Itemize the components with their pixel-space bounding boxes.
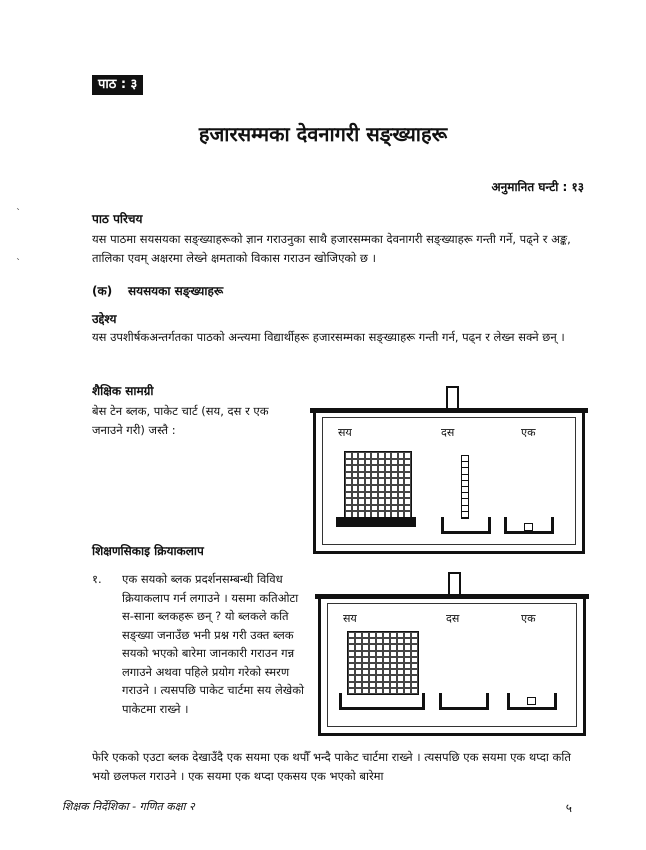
follow-text: फेरि एकको एउटा ब्लक देखाउँदै एक सयमा एक थपौँ भन्दै पाकेट चार्टमा राख्ने । त्यसपछि एक सयमा एक थप्दा कति भयो छलफल गराउने । एक सयमा एक थप्दा एकसय एक भएको बारेमा <box>92 750 571 783</box>
pocket-tens <box>439 693 489 710</box>
label-tens: दस <box>441 426 455 439</box>
item-number: १. <box>92 572 102 586</box>
pocket-ones <box>504 517 554 534</box>
label-hundreds: सय <box>343 612 357 625</box>
intro-text: यस पाठमा सयसयका सङ्ख्याहरूको ज्ञान गराउनुका साथै हजारसम्मका देवनागरी सङ्ख्याहरू गन्ती गर्ने, पढ्ने र अङ्क, तालिका एवम् अक्षरमा लेख्ने क्षमताको विकास गराउन खोजिएको छ । <box>92 232 571 265</box>
pocket-tens <box>441 517 491 534</box>
label-tens: दस <box>446 612 460 625</box>
item-text: एक सयको ब्लक प्रदर्शनसम्बन्धी विविध क्रियाकलाप गर्न लगाउने । यसमा कतिओटा स-साना ब्लकहरू छन् ? यो ब्लकले कति सङ्ख्या जनाउँछ भनी प्रश्न गरी उक्त ब्लक सयको भएको बारेमा जानकारी गराउन गन्न लगाउने अथवा पहिले प्रयोग गरेको स्मरण गराउने । त्यसपछि पाकेट चार्टमा सय लेखेको पाकेटमा राख्ने । <box>122 572 305 716</box>
pocket-hundreds <box>336 517 416 527</box>
section-title: सयसयका सङ्ख्याहरू <box>128 284 224 298</box>
pocket-chart <box>318 594 586 736</box>
section-marker: (क) <box>92 284 113 298</box>
page-number: ५ <box>565 801 572 815</box>
materials-heading: शैक्षिक सामग्री <box>92 384 154 398</box>
objective-text: यस उपशीर्षकअन्तर्गतका पाठको अन्त्यमा विद्यार्थीहरू हजारसम्मका सङ्ख्याहरू गन्ती गर्न, पढ्न र लेख्न सक्ने छन् । <box>92 330 565 344</box>
page-title: हजारसम्मका देवनागरी सङ्ख्याहरू <box>198 122 448 146</box>
footer-text: शिक्षक निर्देशिका - गणित कक्षा २ <box>62 800 195 813</box>
hundred-block <box>344 451 412 519</box>
materials-text: बेस टेन ब्लक, पाकेट चार्ट (सय, दस र एक जनाउने गरी) जस्तै : <box>92 404 269 437</box>
estimated-hours: अनुमानित घन्टी : १३ <box>491 180 584 194</box>
intro-heading: पाठ परिचय <box>92 212 143 226</box>
objective-heading: उद्देश्य <box>92 312 117 326</box>
margin-mark: ˋ <box>16 258 21 269</box>
label-hundreds: सय <box>338 426 352 439</box>
pocket-chart <box>313 408 585 554</box>
lesson-tag: पाठ : ३ <box>92 75 143 95</box>
label-ones: एक <box>521 426 536 439</box>
pocket-hundreds <box>339 693 425 710</box>
margin-mark: ˋ <box>16 208 21 219</box>
pocket-ones <box>507 693 557 710</box>
activities-heading: शिक्षणसिकाइ क्रियाकलाप <box>92 544 204 558</box>
hundred-block <box>347 631 419 695</box>
ten-rod <box>461 455 469 519</box>
label-ones: एक <box>521 612 536 625</box>
